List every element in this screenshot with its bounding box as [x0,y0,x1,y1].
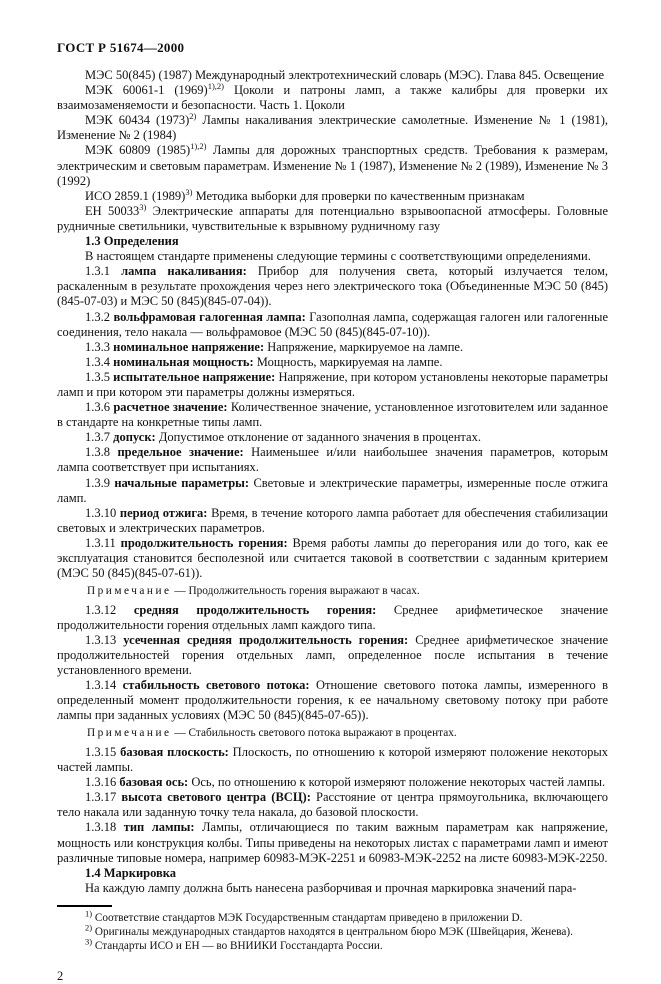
paragraph [57,264,608,309]
text-run: начальные параметры: [114,475,250,490]
text-run: Допустимое отклонение от заданного значения в процентах. [155,430,481,445]
paragraph [57,400,608,430]
text-run: период отжига: [119,505,208,520]
footnotes [57,908,608,954]
paragraph [57,249,608,264]
text-run: 1.3.5 [85,369,114,384]
text-run: Цоколи и патроны ламп, а также калибры для проверки их взаимозаменяемости и безопасности. Часть 1. Цоколи [57,83,608,113]
text-run: 1.3.6 [85,400,114,415]
footnote-reference: 3) [85,936,93,947]
paragraph [57,633,608,678]
footnote-reference: 3) [185,186,193,197]
text-run: средняя продолжительность горения: [133,602,377,617]
document-header: ГОСТ Р 51674—2000 [57,40,185,55]
paragraph [57,340,608,355]
text-run: ИСО 2859.1 (1989) [85,188,186,203]
paragraph [57,881,608,896]
text-run: 1.3.13 [85,632,124,647]
paragraph [57,310,608,340]
text-run: лампа накаливания: [121,264,247,279]
text-run: 1.3.15 [85,744,121,759]
text-run: 1.3.16 [85,775,120,790]
text-run: Ось, по отношению к которой измеряют положение некоторых частей лампы. [188,775,606,790]
text-run: 1.3.11 [85,535,121,550]
text-run: продолжительность горения: [120,535,288,550]
paragraph [57,745,608,775]
text-run: — Продолжительность горения выражают в часах. [171,585,420,598]
text-run: Плоскость, по отношению к которой измеряют положение некоторых частей лампы. [57,744,609,775]
text-run: 1.3.18 [85,820,124,835]
text-run: Лампы, отличающиеся по таким важным параметрам как напряжение, мощность или конструкция колбы. Типы приведены на некоторых листах с параметрами ламп и имеют различные типовые номера, например 60983-МЭК-2251 и 60983-МЭК-2252 на листе 60983-МЭК-2250. [57,820,609,865]
text-run: тип лампы: [123,820,195,835]
text-run: номинальная мощность: [113,354,254,369]
paragraph [57,506,608,536]
text-run: номинальное напряжение: [113,339,265,354]
text-run: испытательное напряжение: [113,369,276,384]
paragraph [57,370,608,400]
paragraph [57,355,608,370]
footnote [57,922,608,939]
text-run: Напряжение, маркируемое на лампе. [264,339,464,354]
section-heading [57,866,608,881]
text-run: МЭК 60061-1 (1969) [85,83,208,98]
document-body [57,68,608,896]
paragraph [57,201,608,234]
text-run: Наименьшее и/или наибольшее значения параметров, которым лампа соответствует при испытаниях. [57,445,608,475]
footnote [57,908,608,925]
text-run: — Стабильность светового потока выражают в процентах. [171,727,457,740]
paragraph [57,430,608,445]
text-run: ЕН 50033 [85,203,140,218]
text-run: 1.3.4 [85,354,114,369]
text-run: Оригиналы международных стандартов находятся в центральном бюро МЭК (Швейцария, Женева). [92,926,573,939]
text-run: Напряжение, при котором установлены некоторые параметры ламп и при котором эти параметры должны измеряться. [57,369,608,399]
text-run: высота светового центра (ВСЦ): [121,790,311,805]
paragraph [57,476,608,506]
text-run: Время работы лампы до перегорания или до того, как ее эксплуатация становится бесполезной или считается таковой в соответствии с заданным критерием (МЭС 50 (845)(845-07-61)). [57,535,608,581]
text-run: Стандарты ИСО и ЕН — во ВНИИКИ Госстандарта России. [92,940,383,953]
text-run: 1.3.17 [85,790,122,805]
paragraph [57,678,608,723]
section-heading [57,234,608,249]
text-run: Среднее арифметическое значение продолжительностей горения отдельных ламп, определенное после испытания в течение установленного времени. [57,632,608,678]
text-run: 1.3.8 [85,445,118,460]
text-run: 1.3 Определения [85,234,179,249]
text-run: Лампы накаливания электрические самолетные. Изменение № 1 (1981), Изменение № 2 (1984) [57,113,608,143]
footnote-reference: 2) [85,922,93,933]
text-run: расчетное значение: [113,400,228,415]
paragraph [57,80,608,113]
text-run: 1.4 Маркировка [85,865,177,880]
paragraph [57,820,608,865]
text-run: На каждую лампу должна быть нанесена разборчивая и прочная маркировка значений пара- [85,880,577,895]
text-run: стабильность светового потока: [122,678,310,693]
paragraph [57,603,608,633]
text-run: В настоящем стандарте применены следующие термины с соответствующими определениями. [85,249,591,264]
paragraph [57,143,608,188]
text-run: МЭК 60809 (1985) [85,143,191,158]
note-paragraph [57,585,608,599]
text-run: Время, в течение которого лампа работает для обеспечения стабилизации световых и электрических параметров. [57,505,608,535]
paragraph [57,536,608,581]
text-run: вольфрамовая галогенная лампа: [113,309,306,324]
text-run: 1.3.2 [85,309,114,324]
footnote-reference: 1) [85,908,93,919]
text-run: Расстояние от центра прямоугольника, включающего тело накала или заданную точку тела накала, до базовой плоскости. [57,790,609,820]
text-run: МЭС 50(845) (1987) Международный электротехнический словарь (МЭС). Глава 845. Освещение [85,68,605,82]
text-run: Методика выборки для проверки по качественным признакам [192,188,525,203]
footnote-reference: 3) [139,201,147,212]
text-run: МЭК 60434 (1973) [85,113,190,128]
text-run: базовая ось: [119,775,189,790]
text-run: допуск: [113,430,156,445]
text-run: Газополная лампа, содержащая галоген или галогенные соединения, тело накала — вольфрамовое (МЭС 50 (845)(845-07-10)). [57,309,609,339]
footnote-reference: 1),2) [190,141,207,152]
text-run: Соответствие стандартов МЭК Государственным стандартам приведено в приложении D. [92,911,523,924]
text-run: Количественное значение, установленное изготовителем или заданное в стандарте на конкретные типы ламп. [57,400,608,430]
footnote-reference: 2) [189,111,197,122]
paragraph [57,790,608,820]
text-run: 1.3.10 [85,505,120,520]
footnote [57,936,608,953]
paragraph [57,68,608,83]
text-run: Среднее арифметическое значение продолжительности горения отдельных ламп каждого типа. [57,602,608,632]
text-run: Прибор для получения света, который излучается телом, раскаленным в результате прохождения через него электрического тока (Объединенные МЭС 50 (845)(845-07-03) и МЭС 50 (845)(845-07-04)). [57,264,609,309]
text-run: Лампы для дорожных транспортных средств. Требования к размерам, электрическим и световым параметрам. Изменение № 1 (1987), Изменение № 2 (1989), Изменение № 3 (1992) [57,143,609,188]
text-run: 1.3.12 [85,602,134,617]
text-run: 1.3.1 [85,264,122,279]
text-run: 1.3.9 [85,475,115,490]
text-run: предельное значение: [117,445,244,460]
page-number: 2 [57,969,64,984]
note-paragraph [57,727,608,741]
text-run: Световые и электрические параметры, измеренные после отжига ламп. [57,475,608,505]
footnote-separator [57,905,112,907]
footnote-reference: 1),2) [207,80,224,91]
text-run: 1.3.14 [85,678,123,693]
text-run: Примечание [87,727,172,740]
text-run: Отношение светового потока лампы, измеренного в определенный момент продолжительности горения, к ее начальному световому потоку при работе лампы при заданных условиях (МЭС 50 (845)(845-07-65)). [57,678,608,723]
text-run: Электрические аппараты для потенциально взрывоопасной атмосферы. Головные рудничные светильники, чувствительные к взрывному рудничному газу [57,203,608,233]
text-run: усеченная средняя продолжительность горения: [123,632,409,647]
paragraph [57,113,608,143]
text-run: 1.3.7 [85,430,114,445]
text-run: Примечание [87,585,172,598]
text-run: 1.3.3 [85,339,114,354]
text-run: Мощность, маркируемая на лампе. [253,354,443,369]
paragraph [57,445,608,475]
text-run: базовая плоскость: [120,744,229,759]
paragraph [57,775,608,790]
